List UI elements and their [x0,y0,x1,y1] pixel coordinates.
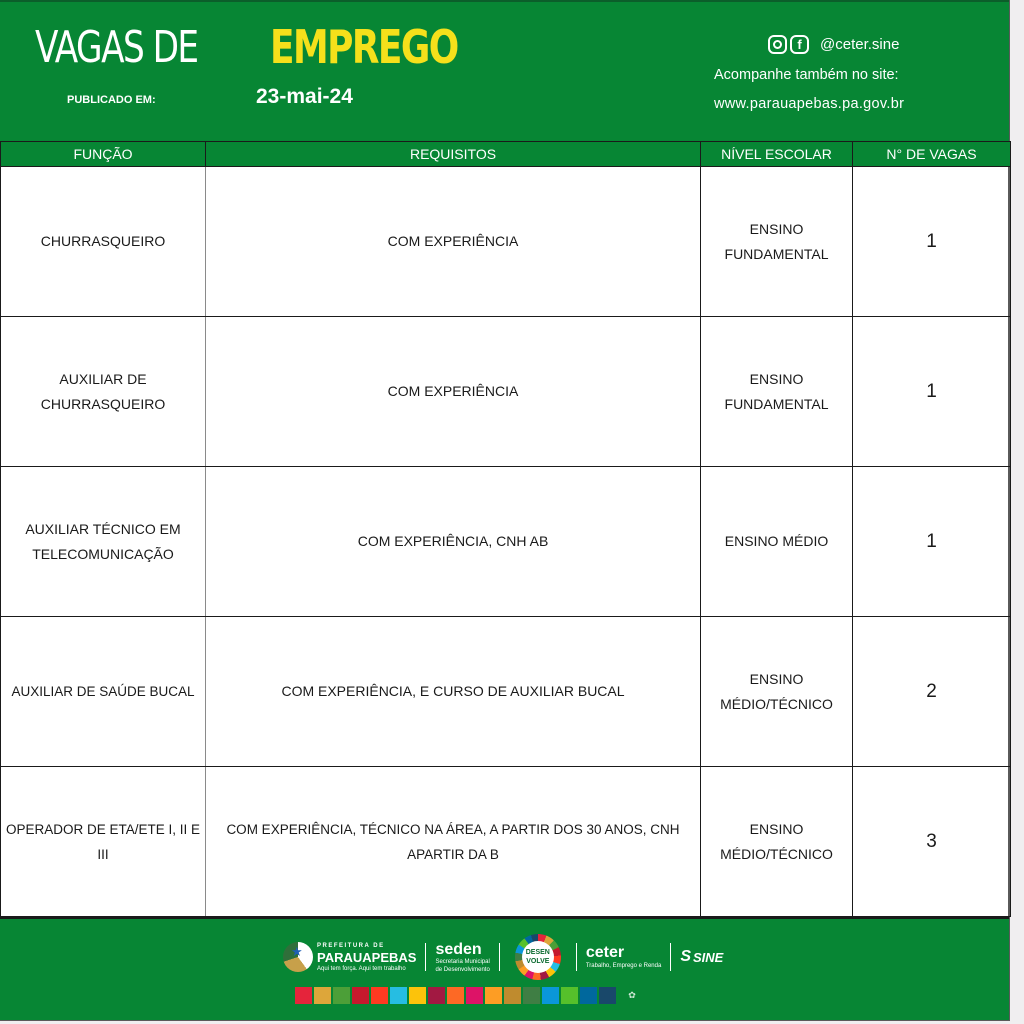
column-header-numero-vagas: N° DE VAGAS [853,142,1011,167]
logo-divider [499,943,500,971]
footer-banner [0,917,1009,1020]
seden-logo [435,941,489,974]
sdg-goal-8-icon [428,987,445,1004]
jobs-table [0,141,1011,917]
follow-text: Acompanhe também no site: [714,67,899,83]
sdg-goal-16-icon [580,987,597,1004]
prefeitura-tagline: Aqui tem força. Aqui tem trabalho [317,965,406,972]
sdg-goal-12-icon [504,987,521,1004]
cell-requisitos: COM EXPERIÊNCIA, TÉCNICO NA ÁREA, A PARTIR DOS 30 ANOS, CNH APARTIR DA B [206,767,701,917]
sdg-goal-11-icon [485,987,502,1004]
cell-funcao: AUXILIAR DE SAÚDE BUCAL [1,617,206,767]
logo-divider [670,943,671,971]
cell-nivel [701,617,853,767]
column-header-requisitos: REQUISITOS [206,142,701,167]
cell-funcao-text: AUXILIAR DE CHURRASQUEIRO [40,370,166,412]
table-row [1,317,1011,467]
desenvolve-logo [515,934,561,980]
cell-funcao [1,467,206,617]
cell-nivel [701,767,853,917]
cell-funcao: OPERADOR DE ETA/ETE I, II E III [1,767,206,917]
social-row [768,33,899,55]
desenvolve-core [522,941,554,973]
seden-sub1: Secretaria Municipal [435,958,490,965]
table-row [1,617,1011,767]
logo-divider [425,943,426,971]
cell-vagas: 2 [853,617,1011,767]
sine-mark-icon: S [680,948,691,965]
column-header-funcao: FUNÇÃO [1,142,206,167]
desenvolve-line1: DESEN [525,949,550,956]
cell-nivel [701,167,853,317]
published-label: PUBLICADO EM: [67,94,156,106]
partner-logos [283,933,723,981]
sine-name: SINE [692,949,724,965]
sdg-goal-1-icon [295,987,312,1004]
published-date: 23-mai-24 [256,85,353,108]
parauapebas-emblem-icon [283,942,313,972]
social-handle[interactable]: @ceter.sine [820,35,900,53]
ceter-sub: Trabalho, Emprego e Renda [585,963,662,969]
title-vagas-de: VAGAS DE [35,22,198,73]
prefeitura-small-text: PREFEITURA DE [317,942,385,949]
cell-funcao-text: AUXILIAR TÉCNICO EM TELECOMUNICAÇÃO [25,520,181,562]
table-row [1,167,1011,317]
seden-name: seden [435,940,482,958]
ceter-logo [586,944,662,970]
table-header-row [1,142,1011,167]
sine-logo [680,948,723,966]
cell-vagas: 1 [853,167,1011,317]
sdg-goal-13-icon [523,987,540,1004]
desenvolve-line2: VOLVE [526,958,550,965]
sdg-goal-2-icon [314,987,331,1004]
cell-nivel [701,317,853,467]
cell-funcao [1,317,206,467]
cell-funcao: CHURRASQUEIRO [1,167,206,317]
instagram-icon[interactable] [768,35,787,54]
cell-vagas: 1 [853,467,1011,617]
cell-requisitos: COM EXPERIÊNCIA [206,317,701,467]
sdg-goal-9-icon [447,987,464,1004]
cell-vagas: 3 [853,767,1011,917]
cell-nivel: ENSINO MÉDIO [701,467,853,617]
facebook-icon[interactable]: f [790,35,809,54]
header-banner [0,0,1009,141]
sdg-goal-10-icon [466,987,483,1004]
cell-nivel-text: ENSINO MÉDIO/TÉCNICO [720,670,833,712]
table-row [1,467,1011,617]
sdg-goal-7-icon [409,987,426,1004]
logo-divider [576,943,577,971]
sdg-goal-6-icon [390,987,407,1004]
cell-requisitos: COM EXPERIÊNCIA, CNH AB [206,467,701,617]
ceter-name: ceter [585,944,625,961]
cell-requisitos: COM EXPERIÊNCIA [206,167,701,317]
title-emprego: EMPREGO [270,20,458,74]
seden-sub2: de Desenvolvimento [435,966,490,973]
sdg-goal-15-icon [561,987,578,1004]
sdg-goal-14-icon [542,987,559,1004]
prefeitura-name: PARAUAPEBAS [317,949,417,965]
cell-nivel-text: ENSINO FUNDAMENTAL [724,220,829,262]
cell-nivel-text: ENSINO MÉDIO/TÉCNICO [720,820,833,862]
table-row [1,767,1011,917]
sdg-logo-icon: ✿ [628,989,636,1000]
sdg-goal-3-icon [333,987,350,1004]
sdg-goal-17-icon [599,987,616,1004]
cell-vagas: 1 [853,317,1011,467]
sdg-goal-4-icon [352,987,369,1004]
sdg-icons-strip [295,985,646,1005]
prefeitura-logo [283,942,416,973]
website-link[interactable]: www.parauapebas.pa.gov.br [714,96,905,112]
cell-nivel-text: ENSINO FUNDAMENTAL [724,370,829,412]
sdg-goal-5-icon [371,987,388,1004]
column-header-nivel-escolar: NÍVEL ESCOLAR [701,142,853,167]
cell-requisitos: COM EXPERIÊNCIA, E CURSO DE AUXILIAR BUCAL [206,617,701,767]
